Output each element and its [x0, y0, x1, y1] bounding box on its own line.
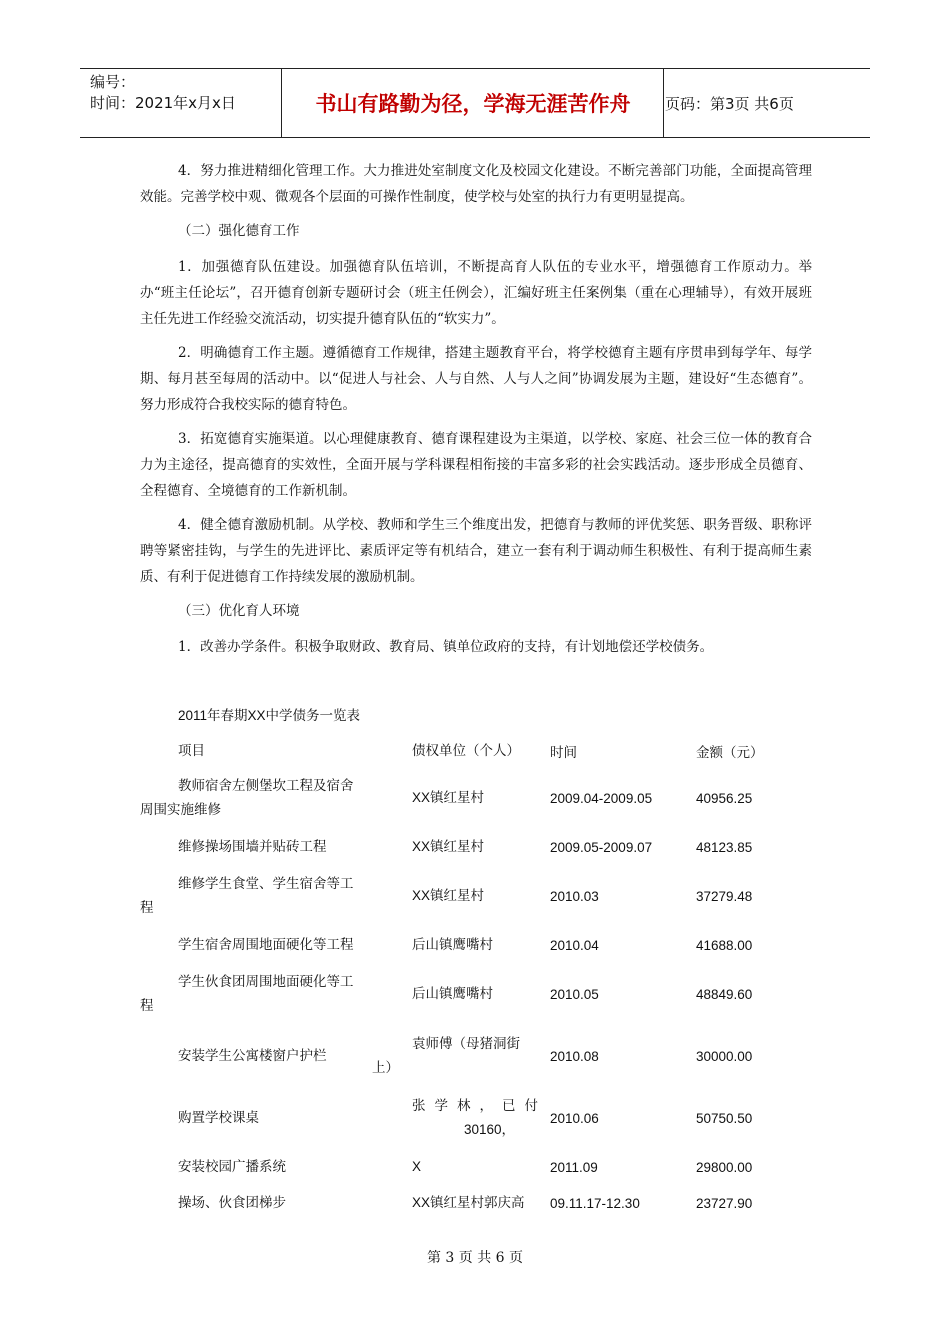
creditor-cell: 后山镇鹰嘴村	[412, 986, 493, 1002]
item-cell: 购置学校课桌	[178, 1110, 259, 1126]
column-header-creditor: 债权单位（个人）	[412, 743, 520, 759]
creditor-cell: XX镇红星村	[412, 888, 485, 903]
amount-cell: 50750.50	[696, 1110, 753, 1126]
table-row	[140, 927, 820, 963]
amount-cell: 41688.00	[696, 937, 753, 953]
item-cell: 学生伙食团周围地面硬化等工 程	[140, 974, 354, 1014]
item-cell: 维修学生食堂、学生宿舍等工 程	[140, 876, 354, 916]
time-cell: 2010.05	[550, 986, 599, 1002]
time-cell: 2009.04-2009.05	[550, 790, 653, 806]
item-cell: 维修操场围墙并贴砖工程	[178, 839, 327, 855]
header-motto: 书山有路勤为径，学海无涯苦作舟	[315, 92, 631, 116]
item-cell: 安装校园广播系统	[178, 1159, 286, 1175]
amount-cell: 40956.25	[696, 790, 753, 806]
time-cell: 2009.05-2009.07	[550, 839, 653, 855]
section-heading: （二）强化德育工作	[178, 223, 300, 239]
time-cell: 2010.06	[550, 1110, 599, 1126]
table-header-row	[140, 735, 820, 767]
header-divider	[281, 69, 282, 137]
time-cell: 2010.03	[550, 888, 599, 904]
creditor-cell: X	[412, 1159, 422, 1174]
amount-cell: 48849.60	[696, 986, 753, 1002]
column-header-time: 时间	[550, 745, 577, 760]
header-divider	[663, 69, 664, 137]
body-text	[140, 158, 812, 668]
paragraph: 4．努力推进精细化管理工作。大力推进处室制度文化及校园文化建设。不断完善部门功能，全面提高管理效能。完善学校中观、微观各个层面的可操作性制度，使学校与处室的执行力有更明显提高。	[140, 163, 812, 205]
creditor-cell: 张学林，已付 30160，	[412, 1098, 547, 1137]
table-row	[140, 865, 820, 927]
creditor-cell: XX镇红星村	[412, 790, 485, 805]
doc-number-label: 编号：	[90, 73, 136, 91]
table-title: 2011年春期XX中学债务一览表	[178, 708, 361, 723]
time-cell: 09.11.17-12.30	[550, 1195, 640, 1211]
table-row	[140, 1025, 820, 1087]
creditor-cell: 后山镇鹰嘴村	[412, 937, 493, 953]
table-row	[140, 829, 820, 865]
item-cell: 学生宿舍周围地面硬化等工程	[178, 937, 354, 953]
creditor-cell: XX镇红星村	[412, 839, 485, 854]
time-cell: 2010.08	[550, 1048, 599, 1064]
paragraph: 4．健全德育激励机制。从学校、教师和学生三个维度出发，把德育与教师的评优奖惩、职务晋级、职称评聘等紧密挂钩，与学生的先进评比、素质评定等有机结合，建立一套有利于调动师生积极性、有利于提高师生素质、有利于促进德育工作持续发展的激励机制。	[140, 517, 812, 585]
amount-cell: 48123.85	[696, 839, 753, 855]
item-cell: 操场、伙食团梯步	[178, 1195, 286, 1211]
paragraph: 1．改善办学条件。积极争取财政、教育局、镇单位政府的支持，有计划地偿还学校债务。	[178, 639, 714, 655]
paragraph: 2．明确德育工作主题。遵循德育工作规律，搭建主题教育平台，将学校德育主题有序贯串到每学年、每学期、每月甚至每周的活动中。以“促进人与社会、人与自然、人与人之间”协调发展为主题，建设好“生态德育”。努力形成符合我校实际的德育特色。	[140, 345, 812, 413]
paragraph: 3．拓宽德育实施渠道。以心理健康教育、德育课程建设为主渠道，以学校、家庭、社会三位一体的教育合力为主途径，提高德育的实效性，全面开展与学科课程相衔接的丰富多彩的社会实践活动。逐步形成全员德育、全程德育、全境德育的工作新机制。	[140, 431, 812, 499]
time-cell: 2010.04	[550, 937, 599, 953]
debt-table	[140, 735, 820, 1221]
page-footer: 第 3 页 共 6 页	[426, 1250, 524, 1266]
time-cell: 2011.09	[550, 1159, 598, 1175]
amount-cell: 37279.48	[696, 888, 753, 904]
column-header-item: 项目	[178, 743, 205, 759]
table-row	[140, 1149, 820, 1185]
creditor-cell: 袁师傅（母猪洞街 上）	[372, 1036, 520, 1076]
table-row	[140, 1087, 820, 1149]
table-row	[140, 767, 820, 829]
doc-time-label: 时间：2021年x月x日	[90, 94, 236, 112]
header-page-label: 页码：第3页 共6页	[665, 94, 794, 113]
amount-cell: 23727.90	[696, 1195, 753, 1211]
table-row	[140, 963, 820, 1025]
amount-cell: 30000.00	[696, 1048, 753, 1064]
paragraph: 1．加强德育队伍建设。加强德育队伍培训，不断提高育人队伍的专业水平，增强德育工作原动力。举办“班主任论坛”，召开德育创新专题研讨会（班主任例会），汇编好班主任案例集（重在心理辅导），有效开展班主任先进工作经验交流活动，切实提升德育队伍的“软实力”。	[140, 259, 812, 327]
item-cell: 安装学生公寓楼窗户护栏	[178, 1048, 327, 1064]
section-heading: （三）优化育人环境	[178, 603, 300, 619]
header-meta	[90, 72, 236, 114]
item-cell: 教师宿舍左侧堡坎工程及宿舍 周围实施维修	[140, 778, 354, 818]
column-header-amount: 金额（元）	[696, 745, 764, 760]
amount-cell: 29800.00	[696, 1159, 753, 1175]
table-row	[140, 1185, 820, 1221]
creditor-cell: XX镇红星村郭庆高	[412, 1195, 525, 1210]
page-header	[80, 68, 870, 138]
